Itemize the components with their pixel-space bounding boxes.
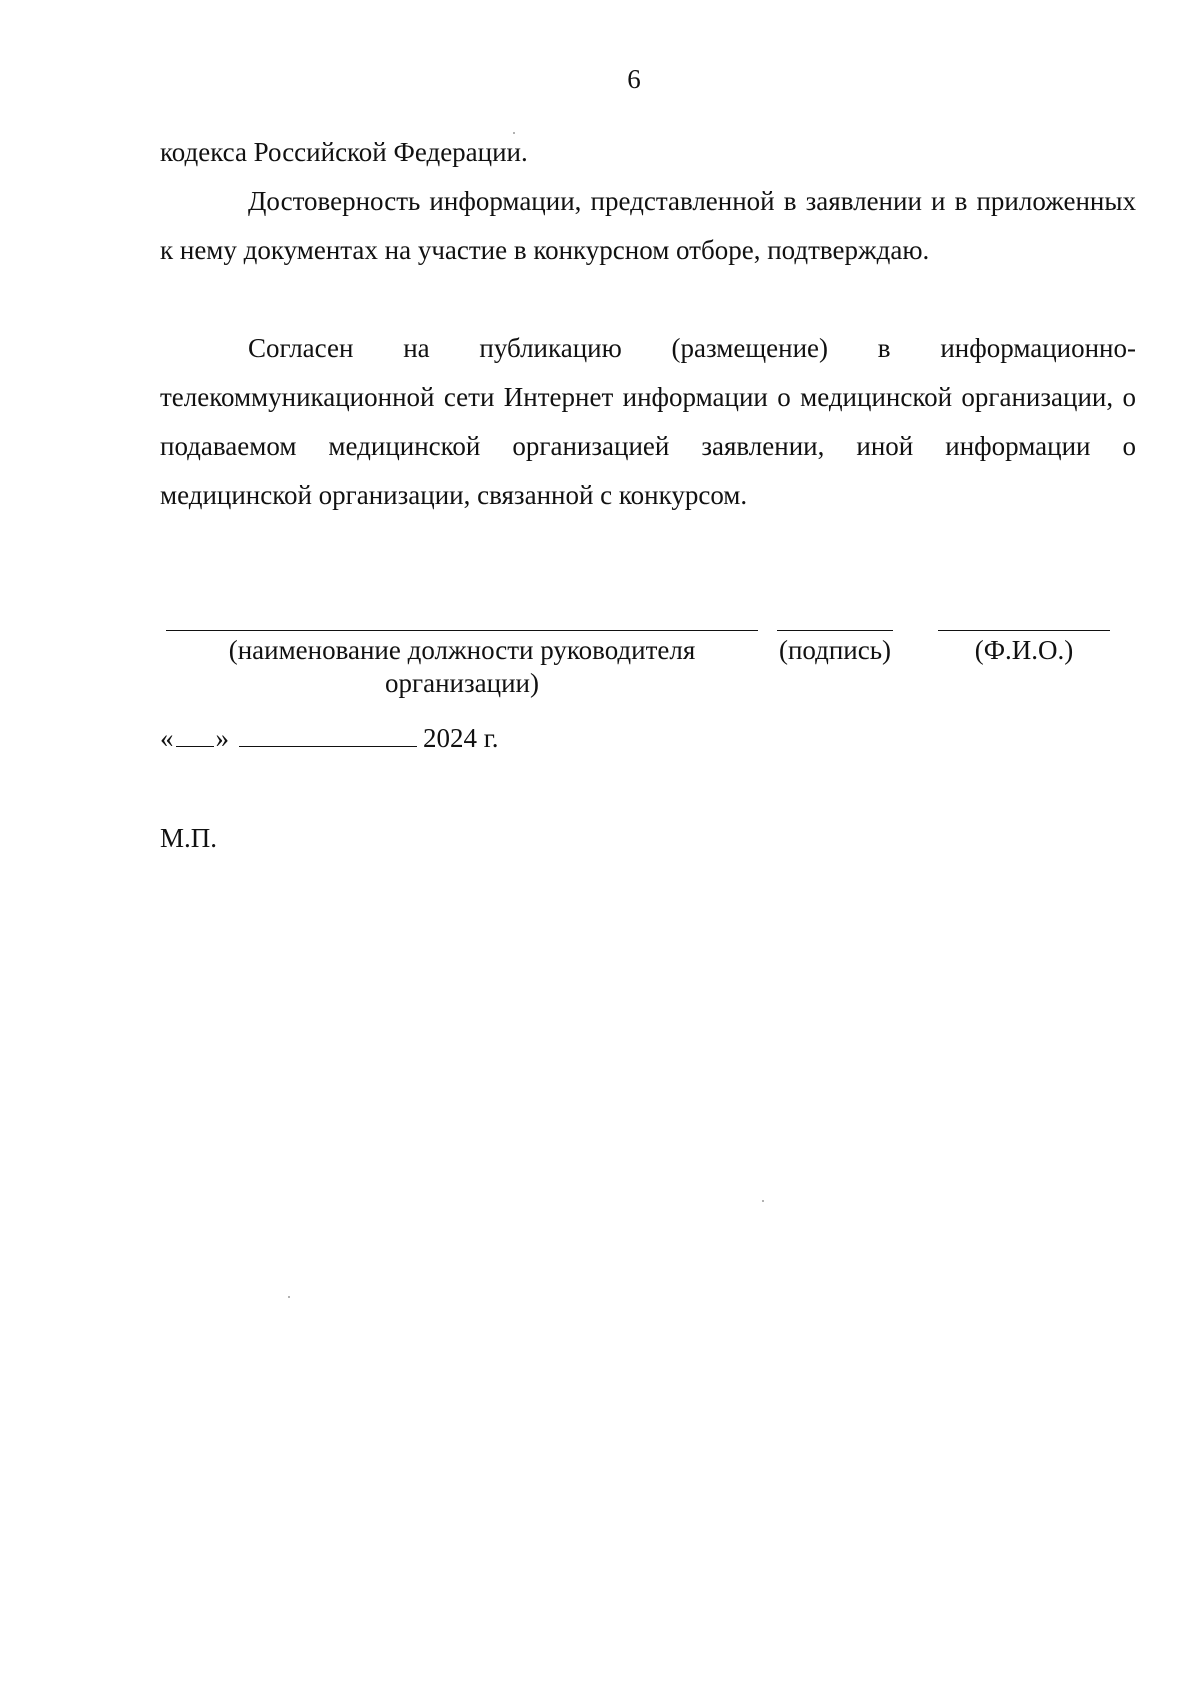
position-signature-line	[166, 630, 758, 631]
fio-caption: (Ф.И.О.)	[974, 635, 1074, 665]
date-row	[160, 718, 499, 758]
month-blank	[239, 720, 417, 747]
date-close-quote: »	[215, 723, 229, 753]
date-year: 2024 г.	[423, 723, 499, 753]
paragraph-consent: Согласен на публикацию (размещение) в информационно-телекоммуникационной сети Интернет информации о медицинской организации, о подаваемом медицинской организацией заявлении, иной информации о медицинской организации, связанной с конкурсом.	[160, 333, 1136, 510]
signature-caption: (подпись)	[778, 635, 892, 665]
scan-speck	[288, 1296, 290, 1298]
page-number: 6	[627, 64, 641, 94]
date-open-quote: «	[160, 723, 174, 753]
paragraph-reliability: Достоверность информации, представленной в заявлении и в приложенных к нему документах на участие в конкурсном отборе, подтверждаю.	[160, 186, 1136, 265]
position-caption: (наименование должности руководителя организации)	[228, 635, 696, 698]
paragraph-continuation: кодекса Российской Федерации.	[160, 137, 528, 167]
day-blank	[176, 720, 214, 747]
scan-speck	[762, 1200, 764, 1202]
fio-signature-line	[938, 630, 1110, 631]
scan-speck	[513, 132, 515, 134]
stamp-label: М.П.	[160, 823, 218, 853]
signature-line	[777, 630, 893, 631]
